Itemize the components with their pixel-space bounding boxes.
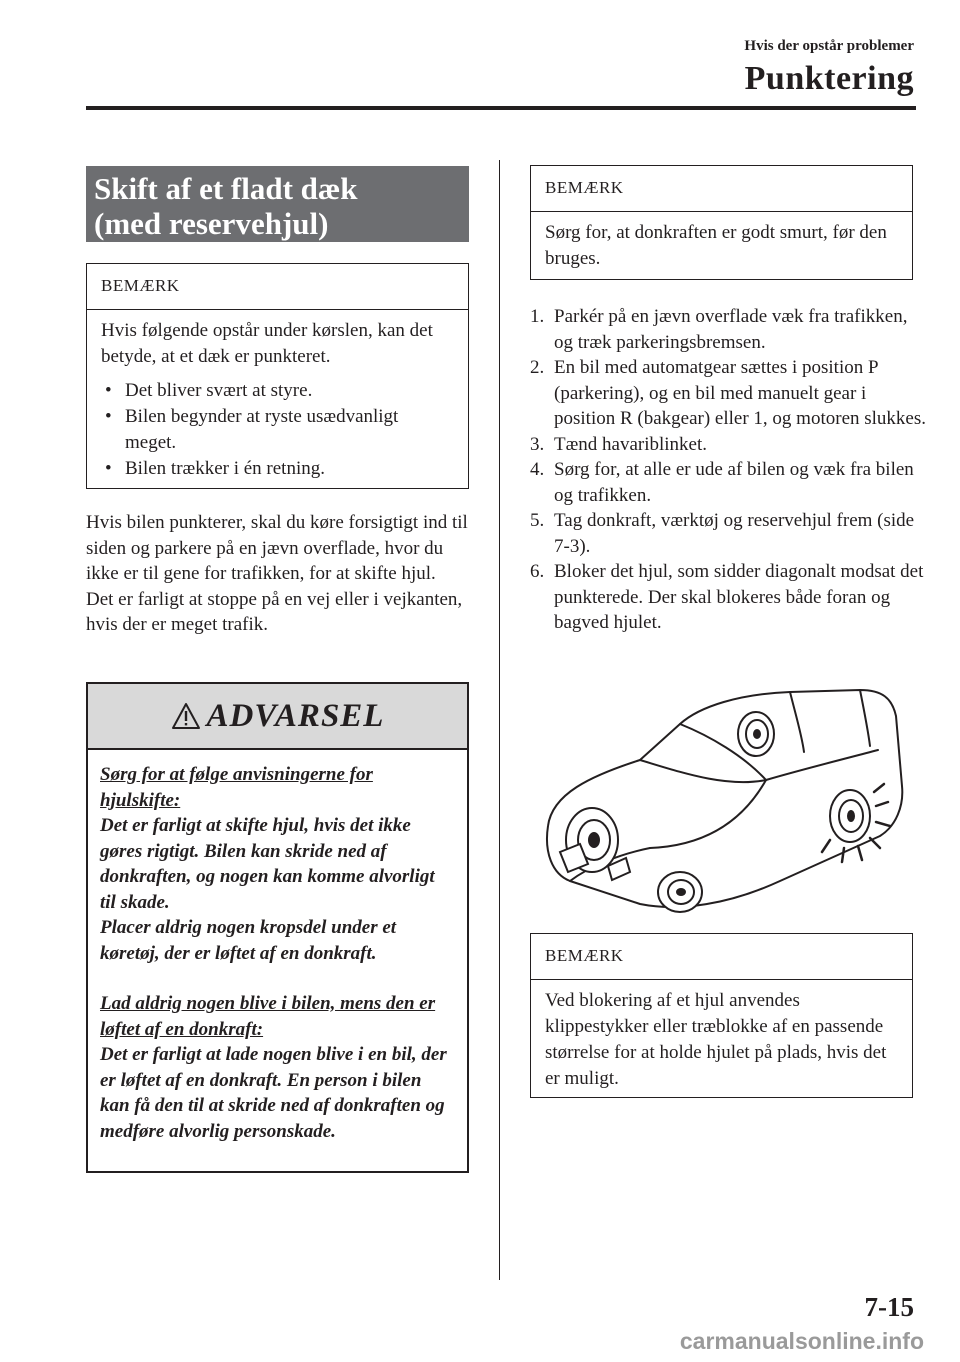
section-title-line1: Skift af et fladt dæk [94, 171, 358, 206]
warning-subheading: Sørg for at følge anvisningerne for hjulskifte: [100, 764, 373, 811]
watermark: carmanualsonline.info [679, 1328, 924, 1354]
front-wheel-lower [658, 872, 702, 912]
symptom-item: • Det bliver svært at styre. [101, 378, 454, 404]
warning-subheading: Lad aldrig nogen blive i bilen, mens den er løftet af en donkraft: [100, 993, 436, 1040]
step-item: 6. Bloker det hjul, som sidder diagonalt modsat det punkterede. Der skal blokeres både foran og bagved hjulet. [530, 561, 924, 633]
step-item: 1. Parkér på en jævn overflade væk fra trafikken, og træk parkeringsbremsen. [530, 306, 908, 353]
warning-box [86, 682, 469, 1173]
procedure-steps [530, 304, 930, 636]
note-box-blocking [530, 933, 913, 1098]
note-intro: Hvis følgende opstår under kørslen, kan det betyde, at et dæk er punkteret. [101, 320, 433, 367]
warning-text: Placer aldrig nogen kropsdel under et køretøj, der er løftet af en donkraft. [100, 917, 397, 964]
car-wheel-block-illustration [530, 676, 920, 916]
step-item: 4. Sørg for, at alle er ude af bilen og væk fra bilen og trafikken. [530, 459, 914, 506]
warning-text: Det er farligt at skifte hjul, hvis det ikke gøres rigtigt. Bilen kan skride ned af donkraften, og nogen kan komme alvorligt til skade. [100, 815, 435, 913]
note-text: Sørg for, at donkraften er godt smurt, før den bruges. [545, 222, 887, 269]
step-item: 2. En bil med automatgear sættes i position P (parkering), og en bil med manuelt gear i position R (bakgear) eller 1, og motoren slukkes. [530, 357, 927, 429]
note-box-symptoms [86, 263, 469, 489]
body-paragraph: Det er farligt at stoppe på en vej eller i vejkanten, hvis der er meget trafik. [86, 588, 463, 635]
symptom-list [101, 378, 454, 482]
note-text: Ved blokering af et hjul anvendes klippestykker eller træblokke af en passende størrelse for at holde hjulet på plads, hvis det er muligt. [545, 990, 887, 1089]
page-number: 7-15 [864, 1292, 914, 1322]
note-box-jack [530, 165, 913, 280]
rear-wheel-upper [738, 712, 774, 756]
note-heading: BEMÆRK [531, 934, 912, 980]
symptom-item: • Bilen begynder at ryste usædvanligt meget. [101, 404, 454, 456]
step-item: 5. Tag donkraft, værktøj og reservehjul frem (side 7-3). [530, 510, 915, 557]
chapter-header: Hvis der opstår problemer [744, 38, 914, 54]
flat-wheel [830, 790, 870, 842]
section-title-line2: (med reservehjul) [94, 206, 329, 241]
note-heading: BEMÆRK [531, 166, 912, 212]
body-paragraph: Hvis bilen punkterer, skal du køre forsigtigt ind til siden og parkere på en jævn overflade, hvor du ikke er til gene for trafikken, for at skifte hjul. [86, 512, 468, 584]
column-divider [499, 160, 500, 1280]
section-title [86, 166, 469, 242]
warning-text: Det er farligt at lade nogen blive i en bil, der er løftet af en donkraft. En person i bilen kan få den til at skride ned af donkraften og medføre alvorlig personskade. [100, 1044, 447, 1142]
page-header-title: Punktering [744, 60, 914, 97]
note-heading: BEMÆRK [87, 264, 468, 310]
warning-triangle-icon [171, 702, 201, 730]
symptom-item: • Bilen trækker i én retning. [101, 456, 454, 482]
intro-body [86, 510, 476, 638]
warning-header [88, 684, 467, 750]
step-item: 3. Tænd havariblinket. [530, 433, 708, 455]
header-rule [86, 106, 916, 110]
warning-title: ADVARSEL [206, 697, 385, 734]
